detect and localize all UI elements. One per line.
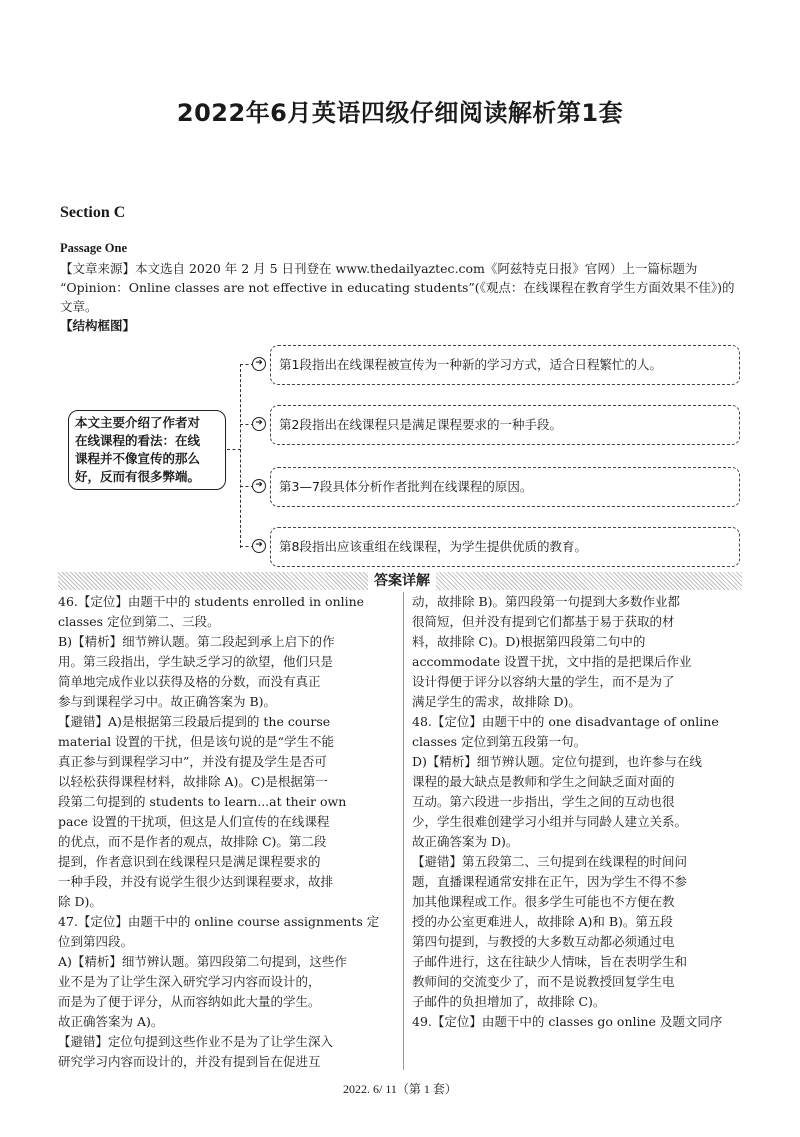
answer-heading-bar [58, 572, 742, 590]
answer-line: 业不是为了让学生深入研究学习内容而设计的， [58, 974, 321, 989]
summary-line: 本文主要介绍了作者对 [75, 415, 201, 430]
answer-line: 简单地完成作业以获得及格的分数，而没有真正 [58, 674, 321, 689]
answer-line: 【避错】定位句提到这些作业不是为了让学生深入 [58, 1034, 334, 1049]
answer-line: 故正确答案为 D)。 [412, 834, 519, 849]
answer-line: pace 设置的干扰项，但这是人们宣传的在线课程 [58, 814, 330, 829]
answer-heading: 答案详解 [368, 570, 436, 590]
answer-line: A)【精析】细节辨认题。第四段第二句提到，这些作 [58, 954, 347, 969]
structure-heading: 【结构框图】 [60, 318, 136, 333]
answer-line: 加其他课程或工作。很多学生可能也不方便在教 [412, 894, 675, 909]
answer-line: 提到，作者意识到在线课程只是满足课程要求的 [58, 854, 321, 869]
source-line-2: “Opinion：Online classes are not effective in educating students”(《观点：在线课程在教育学生方面效果不佳》)的 [60, 280, 735, 295]
answer-line: 除 D)。 [58, 894, 102, 909]
column-divider [403, 592, 404, 1070]
answer-line: 授的办公室更难进人，故排除 A)和 B)。第五段 [412, 914, 673, 929]
source-line-1: 【文章来源】本文选自 2020 年 2 月 5 日刊登在 www.thedailyaztec.com《阿兹特克日报》官网）上一篇标题为 [60, 261, 698, 276]
summary-line: 在线课程的看法：在线 [75, 433, 201, 448]
answer-line: 【避错】A)是根据第三段最后提到的 the course [58, 714, 331, 729]
answer-line: B)【精析】细节辨认题。第二段起到承上启下的作 [58, 634, 335, 649]
arrow-right-icon: ➜ [252, 479, 266, 493]
summary-line: 课程并不像宣传的那么 [75, 451, 201, 466]
answer-line: 而是为了便于评分，从而容纳如此大量的学生。 [58, 994, 321, 1009]
answer-line: accommodate 设置干扰，文中指的是把课后作业 [412, 654, 692, 669]
answer-line: classes 定位到第五段第一句。 [412, 734, 587, 749]
structure-item-1: 第1段指出在线课程被宣传为一种新的学习方式，适合日程繁忙的人。 [270, 345, 740, 385]
answer-line: 互动。第六段进一步指出，学生之间的互动也很 [412, 794, 675, 809]
answer-line: 设计得便于评分以容纳大量的学生，而不是为了 [412, 674, 675, 689]
answer-line: 研究学习内容而设计的，并没有提到旨在促进互 [58, 1054, 321, 1069]
answer-line: 少，学生很难创建学习小组并与同龄人建立关系。 [412, 814, 688, 829]
answer-line: 段第二句提到的 students to learn...at their own [58, 794, 347, 809]
answer-line: 教师间的交流变少了，而不是说教授回复学生电 [412, 974, 675, 989]
arrow-right-icon: ➜ [252, 417, 266, 431]
answer-line: 48.【定位】由题干中的 one disadvantage of online [412, 714, 719, 729]
answer-line: 用。第三段指出，学生缺乏学习的欲望，他们只是 [58, 654, 334, 669]
answer-line: 动，故排除 B)。第四段第一句提到大多数作业都 [412, 594, 681, 609]
answer-line: 课程的最大缺点是教师和学生之间缺乏面对面的 [412, 774, 675, 789]
summary-line: 好，反而有很多弊端。 [75, 469, 201, 484]
passage-heading: Passage One [60, 241, 128, 255]
arrow-right-icon: ➜ [252, 539, 266, 553]
answer-line: 49.【定位】由题干中的 classes go online 及题文同序 [412, 1014, 723, 1029]
answer-line: 很简短，但并没有提到它们都基于易于获取的材 [412, 614, 675, 629]
connector-line [227, 449, 241, 450]
source-line-3: 文章。 [60, 299, 98, 314]
answer-line: 子邮件的负担增加了，故排除 C)。 [412, 994, 606, 1009]
answer-line: 【避错】第五段第二、三句提到在线课程的时间问 [412, 854, 688, 869]
answer-line: 题，直播课程通常安排在正午，因为学生不得不参 [412, 874, 688, 889]
answer-line: 子邮件进行，这在往缺少人情味，旨在表明学生和 [412, 954, 688, 969]
structure-item-4: 第8段指出应该重组在线课程，为学生提供优质的教育。 [270, 527, 740, 567]
answer-line: 一种手段，并没有说学生很少达到课程要求，故排 [58, 874, 334, 889]
answer-line: D)【精析】细节辨认题。定位句提到，也许参与在线 [412, 754, 702, 769]
answer-line: 的优点，而不是作者的观点，故排除 C)。第二段 [58, 834, 327, 849]
answer-line: 第四句提到，与教授的大多数互动都必须通过电 [412, 934, 675, 949]
structure-item-2: 第2段指出在线课程只是满足课程要求的一种手段。 [270, 405, 740, 445]
answer-line: 满足学生的需求，故排除 D)。 [412, 694, 581, 709]
answer-line: 真正参与到课程学习中”，并没有提及学生是否可 [58, 754, 327, 769]
arrow-right-icon: ➜ [252, 357, 266, 371]
answer-line: 参与到课程学习中。故正确答案为 B)。 [58, 694, 277, 709]
answer-line: 以轻松获得课程材料，故排除 A)。C)是根据第一 [58, 774, 328, 789]
answer-line: 故正确答案为 A)。 [58, 1014, 164, 1029]
page-title: 2022年6月英语四级仔细阅读解析第1套 [176, 99, 624, 127]
answer-line: material 设置的干扰，但是该句说的是“学生不能 [58, 734, 335, 749]
answer-line: 料，故排除 C)。D)根据第四段第二句中的 [412, 634, 646, 649]
page-footer: 2022. 6/ 11（第 1 套） [343, 1082, 457, 1096]
section-heading: Section C [60, 204, 126, 221]
answer-line: 位到第四段。 [58, 934, 134, 949]
answer-line: 47.【定位】由题干中的 online course assignments 定 [58, 914, 380, 929]
connector-trunk [240, 364, 241, 548]
answer-line: classes 定位到第二、三段。 [58, 614, 220, 629]
answer-line: 46.【定位】由题干中的 students enrolled in online [58, 594, 365, 609]
structure-item-3: 第3—7段具体分析作者批判在线课程的原因。 [270, 467, 740, 507]
summary-box [68, 410, 226, 490]
